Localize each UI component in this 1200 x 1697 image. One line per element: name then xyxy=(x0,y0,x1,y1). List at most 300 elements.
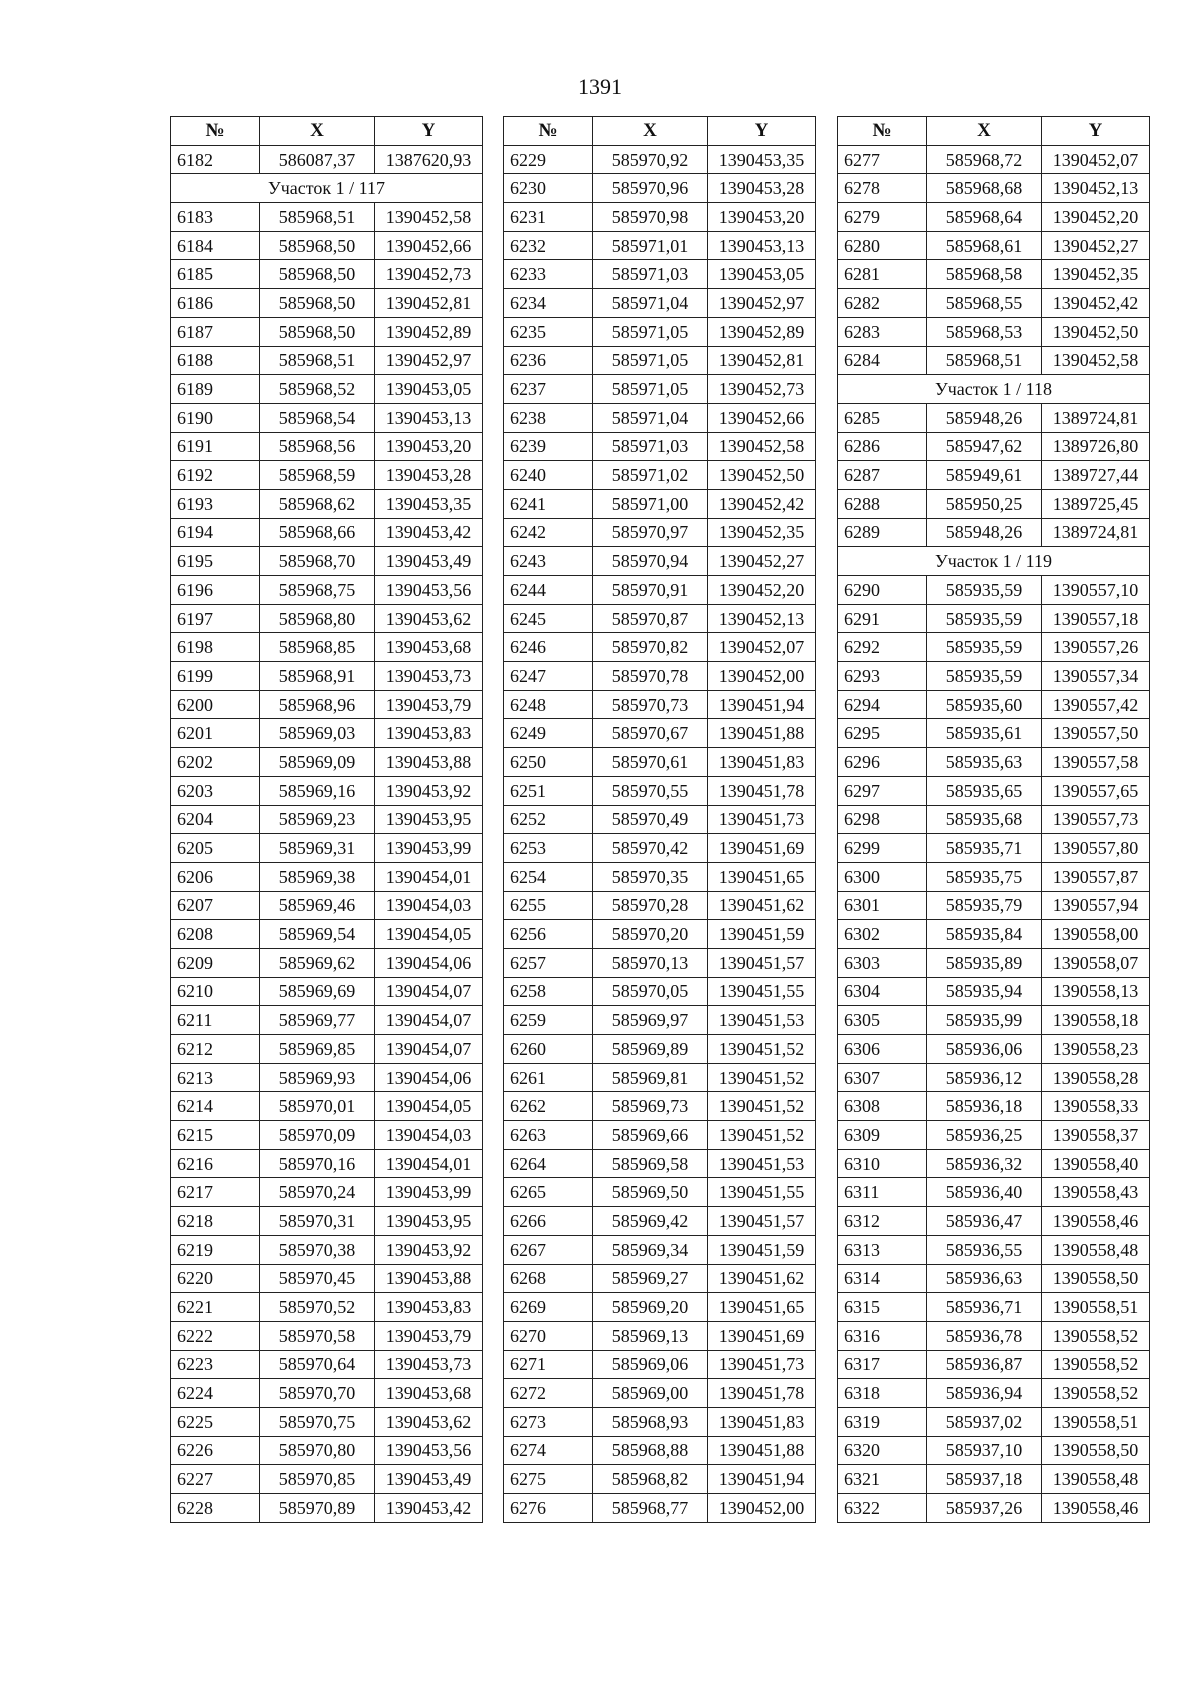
header-y: Y xyxy=(1042,117,1150,146)
x-coordinate-cell: 585969,31 xyxy=(260,834,375,863)
x-coordinate-cell: 585937,10 xyxy=(927,1436,1042,1465)
point-number-cell: 6316 xyxy=(838,1321,927,1350)
table-row xyxy=(504,576,816,605)
y-coordinate-cell: 1390451,78 xyxy=(708,1379,816,1408)
y-coordinate-cell: 1390558,46 xyxy=(1042,1207,1150,1236)
x-coordinate-cell: 585968,50 xyxy=(260,231,375,260)
x-coordinate-cell: 585971,03 xyxy=(593,432,708,461)
y-coordinate-cell: 1390454,06 xyxy=(375,948,483,977)
point-number-cell: 6273 xyxy=(504,1407,593,1436)
x-coordinate-cell: 585970,01 xyxy=(260,1092,375,1121)
x-coordinate-cell: 585970,78 xyxy=(593,662,708,691)
y-coordinate-cell: 1387620,93 xyxy=(375,145,483,174)
table-row xyxy=(838,948,1150,977)
point-number-cell: 6270 xyxy=(504,1321,593,1350)
point-number-cell: 6185 xyxy=(171,260,260,289)
point-number-cell: 6308 xyxy=(838,1092,927,1121)
point-number-cell: 6227 xyxy=(171,1465,260,1494)
y-coordinate-cell: 1390453,92 xyxy=(375,1235,483,1264)
y-coordinate-cell: 1390558,52 xyxy=(1042,1379,1150,1408)
x-coordinate-cell: 585970,45 xyxy=(260,1264,375,1293)
y-coordinate-cell: 1390557,58 xyxy=(1042,748,1150,777)
point-number-cell: 6238 xyxy=(504,403,593,432)
y-coordinate-cell: 1390452,97 xyxy=(708,289,816,318)
point-number-cell: 6197 xyxy=(171,604,260,633)
y-coordinate-cell: 1390451,62 xyxy=(708,1264,816,1293)
point-number-cell: 6309 xyxy=(838,1121,927,1150)
table-row xyxy=(504,805,816,834)
table-row xyxy=(838,403,1150,432)
table-row xyxy=(171,317,483,346)
y-coordinate-cell: 1390454,01 xyxy=(375,862,483,891)
table-row xyxy=(504,920,816,949)
point-number-cell: 6322 xyxy=(838,1494,927,1523)
x-coordinate-cell: 585935,89 xyxy=(927,948,1042,977)
table-row xyxy=(838,920,1150,949)
x-coordinate-cell: 585936,87 xyxy=(927,1350,1042,1379)
x-coordinate-cell: 585935,59 xyxy=(927,576,1042,605)
y-coordinate-cell: 1390558,40 xyxy=(1042,1149,1150,1178)
point-number-cell: 6296 xyxy=(838,748,927,777)
x-coordinate-cell: 585970,92 xyxy=(593,145,708,174)
table-row xyxy=(838,145,1150,174)
header-number: № xyxy=(838,117,927,146)
point-number-cell: 6220 xyxy=(171,1264,260,1293)
y-coordinate-cell: 1390452,13 xyxy=(1042,174,1150,203)
x-coordinate-cell: 585935,75 xyxy=(927,862,1042,891)
point-number-cell: 6191 xyxy=(171,432,260,461)
y-coordinate-cell: 1390557,94 xyxy=(1042,891,1150,920)
y-coordinate-cell: 1390558,33 xyxy=(1042,1092,1150,1121)
table-header-row xyxy=(838,117,1150,146)
point-number-cell: 6224 xyxy=(171,1379,260,1408)
point-number-cell: 6245 xyxy=(504,604,593,633)
y-coordinate-cell: 1390453,05 xyxy=(708,260,816,289)
y-coordinate-cell: 1390558,23 xyxy=(1042,1035,1150,1064)
table-row xyxy=(504,1293,816,1322)
table-row xyxy=(504,662,816,691)
x-coordinate-cell: 585969,03 xyxy=(260,719,375,748)
point-number-cell: 6250 xyxy=(504,748,593,777)
table-row xyxy=(504,948,816,977)
table-row xyxy=(171,461,483,490)
point-number-cell: 6285 xyxy=(838,403,927,432)
table-row xyxy=(504,604,816,633)
table-row xyxy=(171,403,483,432)
point-number-cell: 6320 xyxy=(838,1436,927,1465)
y-coordinate-cell: 1390452,13 xyxy=(708,604,816,633)
y-coordinate-cell: 1390452,58 xyxy=(375,203,483,232)
y-coordinate-cell: 1390453,28 xyxy=(708,174,816,203)
y-coordinate-cell: 1390451,62 xyxy=(708,891,816,920)
point-number-cell: 6301 xyxy=(838,891,927,920)
table-row xyxy=(838,203,1150,232)
y-coordinate-cell: 1390452,73 xyxy=(375,260,483,289)
y-coordinate-cell: 1390453,20 xyxy=(375,432,483,461)
y-coordinate-cell: 1390452,58 xyxy=(1042,346,1150,375)
y-coordinate-cell: 1390451,83 xyxy=(708,748,816,777)
point-number-cell: 6242 xyxy=(504,518,593,547)
table-row xyxy=(171,862,483,891)
point-number-cell: 6304 xyxy=(838,977,927,1006)
point-number-cell: 6266 xyxy=(504,1207,593,1236)
table-row xyxy=(838,1092,1150,1121)
table-row xyxy=(504,1035,816,1064)
y-coordinate-cell: 1390452,20 xyxy=(708,576,816,605)
y-coordinate-cell: 1390557,50 xyxy=(1042,719,1150,748)
y-coordinate-cell: 1390453,79 xyxy=(375,1321,483,1350)
x-coordinate-cell: 585970,80 xyxy=(260,1436,375,1465)
x-coordinate-cell: 585968,93 xyxy=(593,1407,708,1436)
y-coordinate-cell: 1390453,13 xyxy=(375,403,483,432)
point-number-cell: 6277 xyxy=(838,145,927,174)
point-number-cell: 6231 xyxy=(504,203,593,232)
x-coordinate-cell: 585969,06 xyxy=(593,1350,708,1379)
point-number-cell: 6306 xyxy=(838,1035,927,1064)
table-row xyxy=(171,1035,483,1064)
table-row xyxy=(171,1379,483,1408)
y-coordinate-cell: 1390452,35 xyxy=(1042,260,1150,289)
x-coordinate-cell: 585936,94 xyxy=(927,1379,1042,1408)
point-number-cell: 6248 xyxy=(504,690,593,719)
x-coordinate-cell: 585968,72 xyxy=(927,145,1042,174)
y-coordinate-cell: 1390451,83 xyxy=(708,1407,816,1436)
x-coordinate-cell: 585968,52 xyxy=(260,375,375,404)
y-coordinate-cell: 1390453,35 xyxy=(708,145,816,174)
x-coordinate-cell: 585968,70 xyxy=(260,547,375,576)
point-number-cell: 6280 xyxy=(838,231,927,260)
table-row xyxy=(171,145,483,174)
x-coordinate-cell: 585970,58 xyxy=(260,1321,375,1350)
point-number-cell: 6293 xyxy=(838,662,927,691)
x-coordinate-cell: 585969,69 xyxy=(260,977,375,1006)
x-coordinate-cell: 585968,50 xyxy=(260,317,375,346)
x-coordinate-cell: 585970,87 xyxy=(593,604,708,633)
table-row xyxy=(504,1436,816,1465)
y-coordinate-cell: 1390453,62 xyxy=(375,1407,483,1436)
y-coordinate-cell: 1390451,59 xyxy=(708,1235,816,1264)
table-row xyxy=(838,1293,1150,1322)
y-coordinate-cell: 1390558,50 xyxy=(1042,1264,1150,1293)
x-coordinate-cell: 585968,88 xyxy=(593,1436,708,1465)
point-number-cell: 6243 xyxy=(504,547,593,576)
table-row xyxy=(171,547,483,576)
y-coordinate-cell: 1390558,37 xyxy=(1042,1121,1150,1150)
y-coordinate-cell: 1390453,42 xyxy=(375,1494,483,1523)
point-number-cell: 6222 xyxy=(171,1321,260,1350)
x-coordinate-cell: 585968,59 xyxy=(260,461,375,490)
x-coordinate-cell: 585968,50 xyxy=(260,260,375,289)
x-coordinate-cell: 585970,31 xyxy=(260,1207,375,1236)
point-number-cell: 6225 xyxy=(171,1407,260,1436)
section-label: Участок 1 / 117 xyxy=(171,174,483,203)
point-number-cell: 6294 xyxy=(838,690,927,719)
table-row xyxy=(504,748,816,777)
x-coordinate-cell: 585971,04 xyxy=(593,289,708,318)
point-number-cell: 6315 xyxy=(838,1293,927,1322)
table-row xyxy=(838,1379,1150,1408)
table-row xyxy=(504,891,816,920)
y-coordinate-cell: 1390452,27 xyxy=(708,547,816,576)
point-number-cell: 6253 xyxy=(504,834,593,863)
x-coordinate-cell: 585968,64 xyxy=(927,203,1042,232)
table-row xyxy=(171,977,483,1006)
point-number-cell: 6236 xyxy=(504,346,593,375)
table-row xyxy=(504,1092,816,1121)
x-coordinate-cell: 585970,05 xyxy=(593,977,708,1006)
y-coordinate-cell: 1390452,50 xyxy=(1042,317,1150,346)
coordinates-table-3 xyxy=(837,116,1150,1523)
y-coordinate-cell: 1390558,46 xyxy=(1042,1494,1150,1523)
table-row xyxy=(171,375,483,404)
table-row xyxy=(171,1436,483,1465)
point-number-cell: 6239 xyxy=(504,432,593,461)
table-row xyxy=(504,289,816,318)
y-coordinate-cell: 1390453,83 xyxy=(375,719,483,748)
x-coordinate-cell: 585968,51 xyxy=(927,346,1042,375)
table-row xyxy=(838,662,1150,691)
x-coordinate-cell: 585935,61 xyxy=(927,719,1042,748)
x-coordinate-cell: 585935,84 xyxy=(927,920,1042,949)
y-coordinate-cell: 1390453,95 xyxy=(375,1207,483,1236)
point-number-cell: 6298 xyxy=(838,805,927,834)
y-coordinate-cell: 1390453,56 xyxy=(375,576,483,605)
y-coordinate-cell: 1390453,99 xyxy=(375,834,483,863)
table-row xyxy=(838,1465,1150,1494)
point-number-cell: 6246 xyxy=(504,633,593,662)
y-coordinate-cell: 1390452,97 xyxy=(375,346,483,375)
table-row xyxy=(171,1235,483,1264)
point-number-cell: 6302 xyxy=(838,920,927,949)
point-number-cell: 6241 xyxy=(504,489,593,518)
y-coordinate-cell: 1390454,07 xyxy=(375,1006,483,1035)
point-number-cell: 6206 xyxy=(171,862,260,891)
point-number-cell: 6305 xyxy=(838,1006,927,1035)
y-coordinate-cell: 1390452,50 xyxy=(708,461,816,490)
x-coordinate-cell: 585970,91 xyxy=(593,576,708,605)
y-coordinate-cell: 1390558,18 xyxy=(1042,1006,1150,1035)
table-row xyxy=(838,1350,1150,1379)
table-row xyxy=(504,977,816,1006)
point-number-cell: 6274 xyxy=(504,1436,593,1465)
point-number-cell: 6187 xyxy=(171,317,260,346)
x-coordinate-cell: 585936,18 xyxy=(927,1092,1042,1121)
y-coordinate-cell: 1390454,05 xyxy=(375,1092,483,1121)
point-number-cell: 6272 xyxy=(504,1379,593,1408)
table-header-row xyxy=(171,117,483,146)
table-row xyxy=(838,1121,1150,1150)
y-coordinate-cell: 1390452,66 xyxy=(375,231,483,260)
point-number-cell: 6209 xyxy=(171,948,260,977)
x-coordinate-cell: 585969,89 xyxy=(593,1035,708,1064)
table-row xyxy=(838,1035,1150,1064)
point-number-cell: 6203 xyxy=(171,776,260,805)
y-coordinate-cell: 1390453,56 xyxy=(375,1436,483,1465)
point-number-cell: 6299 xyxy=(838,834,927,863)
table-row xyxy=(171,576,483,605)
point-number-cell: 6182 xyxy=(171,145,260,174)
point-number-cell: 6249 xyxy=(504,719,593,748)
point-number-cell: 6199 xyxy=(171,662,260,691)
table-row xyxy=(838,776,1150,805)
table-row xyxy=(504,1063,816,1092)
table-row xyxy=(838,461,1150,490)
x-coordinate-cell: 585970,70 xyxy=(260,1379,375,1408)
table-row xyxy=(171,1121,483,1150)
x-coordinate-cell: 585935,59 xyxy=(927,662,1042,691)
table-row xyxy=(504,547,816,576)
table-row xyxy=(171,776,483,805)
x-coordinate-cell: 585969,62 xyxy=(260,948,375,977)
x-coordinate-cell: 585970,38 xyxy=(260,1235,375,1264)
x-coordinate-cell: 585971,01 xyxy=(593,231,708,260)
x-coordinate-cell: 585969,00 xyxy=(593,1379,708,1408)
table-row xyxy=(838,1436,1150,1465)
x-coordinate-cell: 585971,02 xyxy=(593,461,708,490)
point-number-cell: 6258 xyxy=(504,977,593,1006)
table-row xyxy=(171,1293,483,1322)
x-coordinate-cell: 585969,93 xyxy=(260,1063,375,1092)
x-coordinate-cell: 585970,73 xyxy=(593,690,708,719)
table-row xyxy=(838,1149,1150,1178)
y-coordinate-cell: 1390451,52 xyxy=(708,1092,816,1121)
y-coordinate-cell: 1390451,88 xyxy=(708,1436,816,1465)
y-coordinate-cell: 1390454,03 xyxy=(375,891,483,920)
y-coordinate-cell: 1390454,05 xyxy=(375,920,483,949)
y-coordinate-cell: 1390453,68 xyxy=(375,633,483,662)
x-coordinate-cell: 585971,00 xyxy=(593,489,708,518)
x-coordinate-cell: 585970,98 xyxy=(593,203,708,232)
table-row xyxy=(171,604,483,633)
table-row xyxy=(171,1006,483,1035)
x-coordinate-cell: 585935,65 xyxy=(927,776,1042,805)
coordinates-table-1 xyxy=(170,116,483,1523)
table-row xyxy=(504,1006,816,1035)
y-coordinate-cell: 1390452,35 xyxy=(708,518,816,547)
x-coordinate-cell: 585937,26 xyxy=(927,1494,1042,1523)
table-row xyxy=(838,862,1150,891)
table-row xyxy=(838,604,1150,633)
x-coordinate-cell: 585970,28 xyxy=(593,891,708,920)
x-coordinate-cell: 585968,53 xyxy=(927,317,1042,346)
y-coordinate-cell: 1390558,28 xyxy=(1042,1063,1150,1092)
y-coordinate-cell: 1390557,73 xyxy=(1042,805,1150,834)
point-number-cell: 6217 xyxy=(171,1178,260,1207)
y-coordinate-cell: 1390453,79 xyxy=(375,690,483,719)
table-row xyxy=(504,862,816,891)
table-row xyxy=(838,633,1150,662)
y-coordinate-cell: 1390453,42 xyxy=(375,518,483,547)
point-number-cell: 6310 xyxy=(838,1149,927,1178)
table-row xyxy=(504,633,816,662)
point-number-cell: 6268 xyxy=(504,1264,593,1293)
table-row xyxy=(838,1235,1150,1264)
table-row xyxy=(504,346,816,375)
header-x: X xyxy=(927,117,1042,146)
y-coordinate-cell: 1390451,69 xyxy=(708,834,816,863)
x-coordinate-cell: 585968,77 xyxy=(593,1494,708,1523)
header-y: Y xyxy=(708,117,816,146)
y-coordinate-cell: 1390557,10 xyxy=(1042,576,1150,605)
x-coordinate-cell: 585968,56 xyxy=(260,432,375,461)
x-coordinate-cell: 585968,85 xyxy=(260,633,375,662)
x-coordinate-cell: 585936,12 xyxy=(927,1063,1042,1092)
y-coordinate-cell: 1390558,07 xyxy=(1042,948,1150,977)
point-number-cell: 6279 xyxy=(838,203,927,232)
point-number-cell: 6190 xyxy=(171,403,260,432)
x-coordinate-cell: 585969,13 xyxy=(593,1321,708,1350)
table-row xyxy=(171,1407,483,1436)
point-number-cell: 6321 xyxy=(838,1465,927,1494)
y-coordinate-cell: 1390453,73 xyxy=(375,1350,483,1379)
table-row xyxy=(171,719,483,748)
point-number-cell: 6307 xyxy=(838,1063,927,1092)
table-row xyxy=(838,1321,1150,1350)
y-coordinate-cell: 1390558,51 xyxy=(1042,1407,1150,1436)
x-coordinate-cell: 585970,13 xyxy=(593,948,708,977)
x-coordinate-cell: 585971,05 xyxy=(593,375,708,404)
y-coordinate-cell: 1390452,89 xyxy=(708,317,816,346)
table-row xyxy=(504,231,816,260)
point-number-cell: 6215 xyxy=(171,1121,260,1150)
y-coordinate-cell: 1390451,94 xyxy=(708,1465,816,1494)
x-coordinate-cell: 585968,80 xyxy=(260,604,375,633)
y-coordinate-cell: 1390452,20 xyxy=(1042,203,1150,232)
point-number-cell: 6229 xyxy=(504,145,593,174)
y-coordinate-cell: 1390558,43 xyxy=(1042,1178,1150,1207)
point-number-cell: 6291 xyxy=(838,604,927,633)
point-number-cell: 6287 xyxy=(838,461,927,490)
y-coordinate-cell: 1390453,28 xyxy=(375,461,483,490)
section-label: Участок 1 / 119 xyxy=(838,547,1150,576)
header-x: X xyxy=(593,117,708,146)
table-row xyxy=(171,1321,483,1350)
x-coordinate-cell: 585935,59 xyxy=(927,604,1042,633)
y-coordinate-cell: 1390557,42 xyxy=(1042,690,1150,719)
point-number-cell: 6207 xyxy=(171,891,260,920)
point-number-cell: 6257 xyxy=(504,948,593,977)
point-number-cell: 6234 xyxy=(504,289,593,318)
y-coordinate-cell: 1390557,80 xyxy=(1042,834,1150,863)
y-coordinate-cell: 1390557,34 xyxy=(1042,662,1150,691)
y-coordinate-cell: 1390453,99 xyxy=(375,1178,483,1207)
point-number-cell: 6189 xyxy=(171,375,260,404)
x-coordinate-cell: 585969,46 xyxy=(260,891,375,920)
x-coordinate-cell: 585969,38 xyxy=(260,862,375,891)
point-number-cell: 6193 xyxy=(171,489,260,518)
table-row xyxy=(171,1207,483,1236)
point-number-cell: 6263 xyxy=(504,1121,593,1150)
y-coordinate-cell: 1389727,44 xyxy=(1042,461,1150,490)
x-coordinate-cell: 585970,75 xyxy=(260,1407,375,1436)
x-coordinate-cell: 585968,51 xyxy=(260,346,375,375)
x-coordinate-cell: 585970,20 xyxy=(593,920,708,949)
x-coordinate-cell: 585935,63 xyxy=(927,748,1042,777)
y-coordinate-cell: 1390453,05 xyxy=(375,375,483,404)
x-coordinate-cell: 585970,82 xyxy=(593,633,708,662)
y-coordinate-cell: 1390558,51 xyxy=(1042,1293,1150,1322)
point-number-cell: 6188 xyxy=(171,346,260,375)
y-coordinate-cell: 1390454,07 xyxy=(375,977,483,1006)
table-row xyxy=(504,1149,816,1178)
table-row xyxy=(838,346,1150,375)
table-row xyxy=(171,633,483,662)
y-coordinate-cell: 1390451,55 xyxy=(708,1178,816,1207)
table-row xyxy=(504,317,816,346)
table-row xyxy=(838,317,1150,346)
x-coordinate-cell: 585970,55 xyxy=(593,776,708,805)
table-row xyxy=(171,662,483,691)
